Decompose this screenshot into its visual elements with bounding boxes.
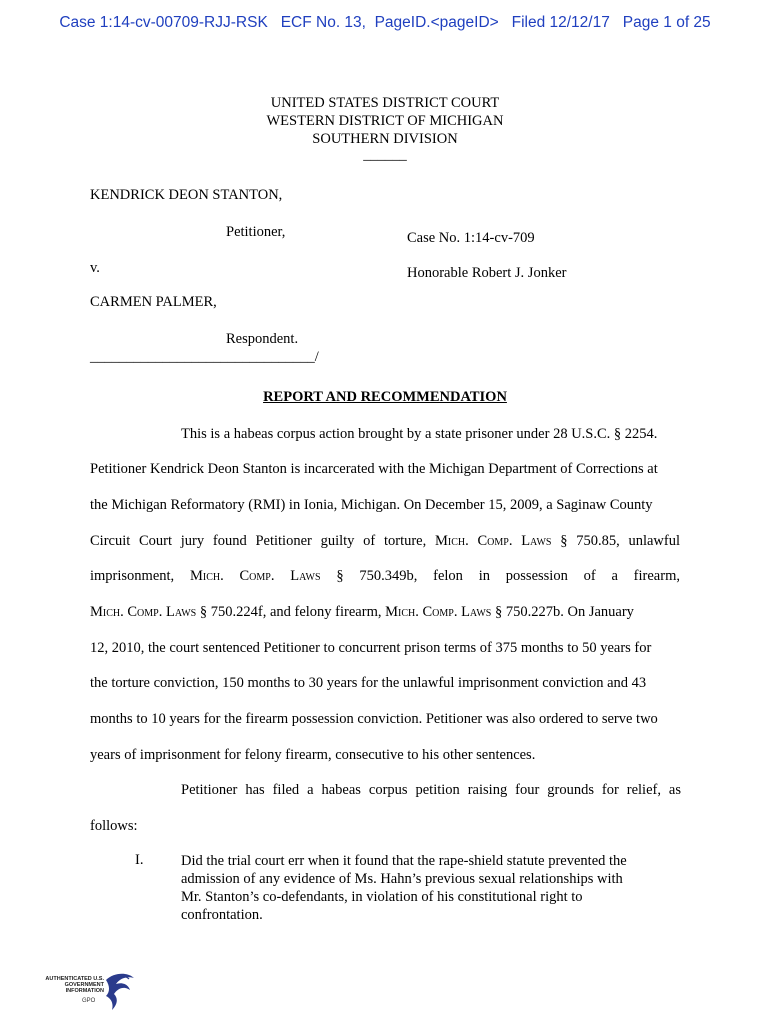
statute-cite: Mich. Comp. Laws <box>385 604 492 620</box>
body-line: This is a habeas corpus action brought by a state prisoner under 28 U.S.C. § 2254. <box>181 426 658 442</box>
body-line: Petitioner has filed a habeas corpus petition raising four grounds for relief, as <box>181 782 681 798</box>
statute-cite: Mich. Comp. Laws <box>90 604 197 620</box>
ground-numeral: I. <box>135 852 144 868</box>
caption-close-line: _______________________________/ <box>90 349 319 365</box>
court-division: SOUTHERN DIVISION <box>312 131 458 147</box>
case-number: Case No. 1:14-cv-709 <box>407 230 535 246</box>
gpo-eagle-icon <box>98 970 138 1014</box>
ecf-header-stamp: Case 1:14-cv-00709-RJJ-RSK ECF No. 13, PageID.<pageID> Filed 12/12/17 Page 1 of 25 <box>59 14 711 31</box>
body-line: imprisonment, Mich. Comp. Laws § 750.349b, felon in possession of a firearm, <box>90 568 680 584</box>
statute-cite: Mich. Comp. Laws <box>435 533 552 549</box>
respondent-role: Respondent. <box>226 331 299 347</box>
body-line: the Michigan Reformatory (RMI) in Ionia, Michigan. On December 15, 2009, a Saginaw County <box>90 497 653 513</box>
gpo-authentication-seal <box>42 970 132 1020</box>
body-line: the torture conviction, 150 months to 30 years for the unlawful imprisonment conviction and 43 <box>90 675 647 691</box>
body-line: Mich. Comp. Laws § 750.224f, and felony firearm, Mich. Comp. Laws § 750.227b. On January <box>90 604 634 620</box>
court-heading <box>0 94 770 162</box>
court-name: UNITED STATES DISTRICT COURT <box>270 95 500 111</box>
statute-cite: Mich. Comp. Laws <box>189 568 321 584</box>
document-title: REPORT AND RECOMMENDATION <box>263 389 507 405</box>
judge-name: Honorable Robert J. Jonker <box>407 265 567 281</box>
body-line: years of imprisonment for felony firearm, consecutive to his other sentences. <box>90 747 536 763</box>
ground-text: Did the trial court err when it found that the rape-shield statute prevented the admission of any evidence of Ms. Hahn’s previous sexual relationships with Mr. Stanton’s co-defendants, in violation of his constitutional right to confrontation. <box>181 853 627 923</box>
versus: v. <box>90 260 100 276</box>
body-line: Petitioner Kendrick Deon Stanton is incarcerated with the Michigan Department of Corrections at <box>90 461 658 477</box>
respondent-name: CARMEN PALMER, <box>90 294 217 310</box>
seal-text: AUTHENTICATED U.S. GOVERNMENT INFORMATION <box>45 976 104 994</box>
seal-agency: GPO <box>82 998 96 1004</box>
court-district: WESTERN DISTRICT OF MICHIGAN <box>266 113 504 129</box>
court-rule: ______ <box>363 147 407 163</box>
petitioner-role: Petitioner, <box>226 224 286 240</box>
body-line: follows: <box>90 818 138 834</box>
body-line: months to 10 years for the firearm possession conviction. Petitioner was also ordered to serve two <box>90 711 658 727</box>
body-line: 12, 2010, the court sentenced Petitioner to concurrent prison terms of 375 months to 50 years for <box>90 640 652 656</box>
petitioner-name: KENDRICK DEON STANTON, <box>90 187 283 203</box>
body-line: Circuit Court jury found Petitioner guilty of torture, Mich. Comp. Laws § 750.85, unlawful <box>90 533 681 549</box>
